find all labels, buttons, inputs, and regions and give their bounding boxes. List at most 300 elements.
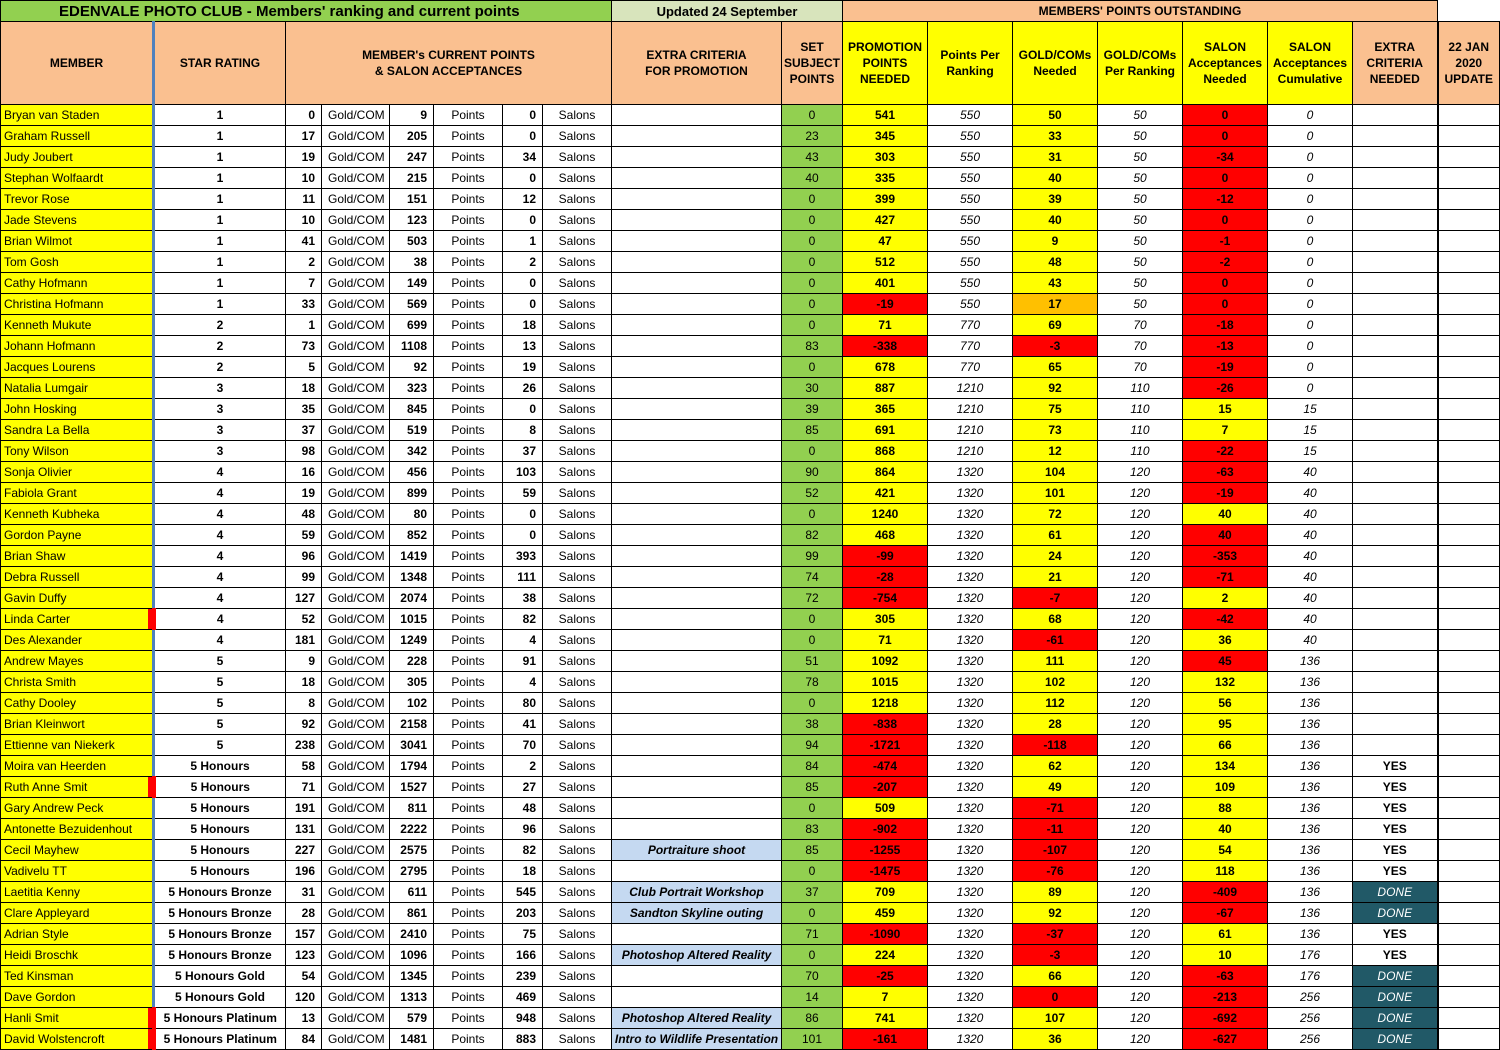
promotion-points-needed: -28 (843, 567, 928, 588)
salon-acceptances-cumulative: 40 (1268, 567, 1353, 588)
salon-acceptances-cumulative: 0 (1268, 210, 1353, 231)
table-row[interactable] (1, 252, 1500, 273)
gold-coms-per-ranking: 120 (1098, 945, 1183, 966)
gold-coms-per-ranking: 70 (1098, 357, 1183, 378)
table-row[interactable] (1, 924, 1500, 945)
table-row[interactable] (1, 777, 1500, 798)
points-label: Points (434, 483, 503, 504)
points-value: 228 (390, 651, 434, 672)
extra-criteria-needed: DONE (1353, 987, 1438, 1008)
promotion-points-needed: -207 (843, 777, 928, 798)
salons-label: Salons (543, 693, 612, 714)
gold-coms-per-ranking: 110 (1098, 399, 1183, 420)
salons-label: Salons (543, 1008, 612, 1029)
member-rows (1, 105, 1500, 1050)
points-label: Points (434, 378, 503, 399)
salon-acceptances-cumulative: 0 (1268, 168, 1353, 189)
table-row[interactable] (1, 357, 1500, 378)
gold-com-label: Gold/COM (322, 231, 390, 252)
points-value: 123 (390, 210, 434, 231)
gold-coms-needed: 68 (1013, 609, 1098, 630)
salons-label: Salons (543, 462, 612, 483)
table-row[interactable] (1, 126, 1500, 147)
promotion-points-needed: -19 (843, 294, 928, 315)
points-label: Points (434, 609, 503, 630)
jan-2020-update (1438, 294, 1500, 315)
table-row[interactable] (1, 294, 1500, 315)
star-rating: 4 (154, 630, 286, 651)
extra-criteria-needed (1353, 168, 1438, 189)
salons-value: 70 (503, 735, 543, 756)
gold-com-count: 35 (286, 399, 322, 420)
promotion-points-needed: 864 (843, 462, 928, 483)
gold-coms-per-ranking: 50 (1098, 210, 1183, 231)
jan-2020-update (1438, 483, 1500, 504)
table-row[interactable] (1, 105, 1500, 126)
extra-criteria-needed (1353, 420, 1438, 441)
jan-2020-update (1438, 105, 1500, 126)
extra-criteria-needed: DONE (1353, 1029, 1438, 1050)
salon-acceptances-needed: 0 (1183, 168, 1268, 189)
column-header-row (1, 22, 1500, 105)
points-value: 519 (390, 420, 434, 441)
set-subject-points: 38 (782, 714, 843, 735)
points-per-ranking: 550 (928, 294, 1013, 315)
gold-coms-needed: -118 (1013, 735, 1098, 756)
set-subject-points: 0 (782, 231, 843, 252)
set-subject-points: 86 (782, 1008, 843, 1029)
salons-value: 75 (503, 924, 543, 945)
gold-com-count: 8 (286, 693, 322, 714)
table-row[interactable] (1, 693, 1500, 714)
extra-criteria-needed (1353, 567, 1438, 588)
salons-label: Salons (543, 273, 612, 294)
extra-criteria-needed (1353, 525, 1438, 546)
jan-2020-update (1438, 525, 1500, 546)
extra-criteria-needed (1353, 336, 1438, 357)
gold-com-count: 10 (286, 168, 322, 189)
promotion-points-needed: 47 (843, 231, 928, 252)
col-header-gold-coms-needed: GOLD/COMs Needed (1013, 22, 1098, 105)
extra-criteria-promotion (612, 630, 782, 651)
extra-criteria-needed (1353, 378, 1438, 399)
set-subject-points: 83 (782, 819, 843, 840)
extra-criteria-promotion (612, 693, 782, 714)
star-rating: 2 (154, 336, 286, 357)
star-rating: 1 (154, 252, 286, 273)
jan-2020-update (1438, 924, 1500, 945)
member-name: Des Alexander (1, 630, 154, 651)
salon-acceptances-cumulative: 0 (1268, 294, 1353, 315)
gold-com-count: 227 (286, 840, 322, 861)
star-rating: 1 (154, 105, 286, 126)
salon-acceptances-needed: -353 (1183, 546, 1268, 567)
salon-acceptances-cumulative: 256 (1268, 1029, 1353, 1050)
gold-com-label: Gold/COM (322, 252, 390, 273)
salon-acceptances-needed: 109 (1183, 777, 1268, 798)
salon-acceptances-needed: 95 (1183, 714, 1268, 735)
extra-criteria-needed (1353, 105, 1438, 126)
gold-coms-per-ranking: 120 (1098, 798, 1183, 819)
gold-coms-needed: -61 (1013, 630, 1098, 651)
extra-criteria-needed (1353, 441, 1438, 462)
promotion-points-needed: 7 (843, 987, 928, 1008)
table-row[interactable] (1, 819, 1500, 840)
col-header-salon-acceptances-cumulative: SALON Acceptances Cumulative (1268, 22, 1353, 105)
jan-2020-update (1438, 189, 1500, 210)
table-row[interactable] (1, 798, 1500, 819)
set-subject-points: 0 (782, 609, 843, 630)
salon-acceptances-needed: 36 (1183, 630, 1268, 651)
gold-com-count: 19 (286, 483, 322, 504)
table-row[interactable] (1, 651, 1500, 672)
jan-2020-update (1438, 231, 1500, 252)
member-name: David Wolstencroft (1, 1029, 154, 1050)
table-row[interactable] (1, 735, 1500, 756)
col-header-star-rating: STAR RATING (154, 22, 286, 105)
salon-acceptances-needed: 0 (1183, 294, 1268, 315)
salon-acceptances-needed: -1 (1183, 231, 1268, 252)
salons-label: Salons (543, 651, 612, 672)
extra-criteria-promotion (612, 273, 782, 294)
set-subject-points: 99 (782, 546, 843, 567)
points-label: Points (434, 714, 503, 735)
set-subject-points: 72 (782, 588, 843, 609)
gold-coms-needed: -107 (1013, 840, 1098, 861)
table-row[interactable] (1, 903, 1500, 924)
gold-com-count: 84 (286, 1029, 322, 1050)
salons-label: Salons (543, 567, 612, 588)
table-row[interactable] (1, 336, 1500, 357)
gold-com-label: Gold/COM (322, 819, 390, 840)
table-row[interactable] (1, 861, 1500, 882)
points-value: 1348 (390, 567, 434, 588)
table-row[interactable] (1, 945, 1500, 966)
promotion-points-needed: 1218 (843, 693, 928, 714)
set-subject-points: 0 (782, 798, 843, 819)
salons-value: 0 (503, 504, 543, 525)
gold-com-label: Gold/COM (322, 903, 390, 924)
gold-com-label: Gold/COM (322, 525, 390, 546)
table-row[interactable] (1, 504, 1500, 525)
set-subject-points: 39 (782, 399, 843, 420)
member-name: Fabiola Grant (1, 483, 154, 504)
points-value: 845 (390, 399, 434, 420)
table-row[interactable] (1, 147, 1500, 168)
table-row[interactable] (1, 315, 1500, 336)
points-per-ranking: 1320 (928, 588, 1013, 609)
table-row[interactable] (1, 462, 1500, 483)
star-rating: 3 (154, 399, 286, 420)
page-title: EDENVALE PHOTO CLUB - Members' ranking and current points (1, 1, 612, 22)
salons-label: Salons (543, 924, 612, 945)
gold-com-label: Gold/COM (322, 336, 390, 357)
table-row[interactable] (1, 168, 1500, 189)
extra-criteria-needed: DONE (1353, 882, 1438, 903)
points-per-ranking: 1320 (928, 693, 1013, 714)
table-row[interactable] (1, 378, 1500, 399)
jan-2020-update (1438, 357, 1500, 378)
points-value: 579 (390, 1008, 434, 1029)
salons-value: 4 (503, 630, 543, 651)
points-label: Points (434, 315, 503, 336)
gold-coms-per-ranking: 120 (1098, 924, 1183, 945)
promotion-points-needed: 459 (843, 903, 928, 924)
extra-criteria-needed (1353, 147, 1438, 168)
table-row[interactable] (1, 609, 1500, 630)
gold-com-label: Gold/COM (322, 945, 390, 966)
table-row[interactable] (1, 399, 1500, 420)
gold-coms-needed: 89 (1013, 882, 1098, 903)
gold-coms-needed: 17 (1013, 294, 1098, 315)
extra-criteria-needed: YES (1353, 861, 1438, 882)
table-row[interactable] (1, 273, 1500, 294)
points-per-ranking: 1320 (928, 966, 1013, 987)
table-row[interactable] (1, 210, 1500, 231)
salons-value: 0 (503, 525, 543, 546)
points-value: 9 (390, 105, 434, 126)
set-subject-points: 78 (782, 672, 843, 693)
table-row[interactable] (1, 420, 1500, 441)
promotion-points-needed: 691 (843, 420, 928, 441)
gold-coms-needed: 43 (1013, 273, 1098, 294)
extra-criteria-promotion (612, 714, 782, 735)
jan-2020-update (1438, 630, 1500, 651)
jan-2020-update (1438, 903, 1500, 924)
extra-criteria-needed: DONE (1353, 966, 1438, 987)
points-per-ranking: 1320 (928, 651, 1013, 672)
gold-coms-needed: 12 (1013, 441, 1098, 462)
table-row[interactable] (1, 588, 1500, 609)
table-row[interactable] (1, 987, 1500, 1008)
salons-label: Salons (543, 336, 612, 357)
member-name: Linda Carter (1, 609, 154, 630)
points-per-ranking: 1320 (928, 735, 1013, 756)
gold-com-count: 2 (286, 252, 322, 273)
member-name: Vadivelu TT (1, 861, 154, 882)
gold-coms-per-ranking: 50 (1098, 252, 1183, 273)
points-per-ranking: 550 (928, 210, 1013, 231)
promotion-points-needed: 399 (843, 189, 928, 210)
star-rating: 3 (154, 378, 286, 399)
points-per-ranking: 550 (928, 168, 1013, 189)
gold-com-label: Gold/COM (322, 777, 390, 798)
gold-com-count: 196 (286, 861, 322, 882)
promotion-points-needed: -1475 (843, 861, 928, 882)
member-name: Heidi Broschk (1, 945, 154, 966)
table-row[interactable] (1, 714, 1500, 735)
points-per-ranking: 1320 (928, 987, 1013, 1008)
set-subject-points: 83 (782, 336, 843, 357)
points-label: Points (434, 399, 503, 420)
member-name: Graham Russell (1, 126, 154, 147)
extra-criteria-needed (1353, 672, 1438, 693)
member-name: Tony Wilson (1, 441, 154, 462)
set-subject-points: 0 (782, 105, 843, 126)
table-row[interactable] (1, 672, 1500, 693)
extra-criteria-promotion (612, 924, 782, 945)
gold-com-count: 18 (286, 378, 322, 399)
salons-label: Salons (543, 168, 612, 189)
table-row[interactable] (1, 966, 1500, 987)
salons-label: Salons (543, 1029, 612, 1050)
table-row[interactable] (1, 840, 1500, 861)
table-row[interactable] (1, 1029, 1500, 1050)
gold-com-count: 0 (286, 105, 322, 126)
star-rating: 1 (154, 231, 286, 252)
salon-acceptances-needed: -71 (1183, 567, 1268, 588)
salon-acceptances-needed: 40 (1183, 504, 1268, 525)
gold-coms-per-ranking: 110 (1098, 441, 1183, 462)
points-per-ranking: 1320 (928, 1029, 1013, 1050)
set-subject-points: 52 (782, 483, 843, 504)
table-row[interactable] (1, 525, 1500, 546)
set-subject-points: 0 (782, 945, 843, 966)
salons-value: 103 (503, 462, 543, 483)
salons-label: Salons (543, 441, 612, 462)
set-subject-points: 0 (782, 693, 843, 714)
extra-criteria-needed (1353, 189, 1438, 210)
salon-acceptances-cumulative: 40 (1268, 462, 1353, 483)
salon-acceptances-cumulative: 0 (1268, 273, 1353, 294)
salons-label: Salons (543, 756, 612, 777)
salons-label: Salons (543, 147, 612, 168)
table-row[interactable] (1, 483, 1500, 504)
table-row[interactable] (1, 546, 1500, 567)
star-rating: 3 (154, 420, 286, 441)
member-name: Brian Shaw (1, 546, 154, 567)
gold-com-count: 98 (286, 441, 322, 462)
points-label: Points (434, 126, 503, 147)
salon-acceptances-cumulative: 136 (1268, 756, 1353, 777)
salon-acceptances-needed: 132 (1183, 672, 1268, 693)
extra-criteria-needed (1353, 294, 1438, 315)
set-subject-points: 0 (782, 315, 843, 336)
points-per-ranking: 1320 (928, 777, 1013, 798)
gold-com-count: 11 (286, 189, 322, 210)
gold-coms-needed: 39 (1013, 189, 1098, 210)
gold-com-label: Gold/COM (322, 462, 390, 483)
table-row[interactable] (1, 189, 1500, 210)
gold-com-count: 37 (286, 420, 322, 441)
member-name: Cathy Dooley (1, 693, 154, 714)
extra-criteria-needed (1353, 609, 1438, 630)
points-per-ranking: 1320 (928, 525, 1013, 546)
promotion-points-needed: -1255 (843, 840, 928, 861)
star-rating: 5 Honours (154, 840, 286, 861)
points-value: 611 (390, 882, 434, 903)
salons-label: Salons (543, 945, 612, 966)
gold-coms-needed: 65 (1013, 357, 1098, 378)
points-value: 1481 (390, 1029, 434, 1050)
extra-criteria-promotion (612, 567, 782, 588)
set-subject-points: 37 (782, 882, 843, 903)
extra-criteria-promotion (612, 168, 782, 189)
star-rating: 5 Honours (154, 861, 286, 882)
table-row[interactable] (1, 630, 1500, 651)
salon-acceptances-needed: -42 (1183, 609, 1268, 630)
salons-label: Salons (543, 504, 612, 525)
star-rating: 5 Honours Gold (154, 966, 286, 987)
salons-label: Salons (543, 546, 612, 567)
salon-acceptances-needed: -13 (1183, 336, 1268, 357)
salon-acceptances-cumulative: 136 (1268, 693, 1353, 714)
jan-2020-update (1438, 546, 1500, 567)
table-row[interactable] (1, 756, 1500, 777)
star-rating: 1 (154, 168, 286, 189)
points-per-ranking: 550 (928, 105, 1013, 126)
member-name: Brian Kleinwort (1, 714, 154, 735)
salons-value: 18 (503, 861, 543, 882)
gold-coms-needed: 31 (1013, 147, 1098, 168)
points-value: 38 (390, 252, 434, 273)
table-row[interactable] (1, 882, 1500, 903)
salon-acceptances-needed: 134 (1183, 756, 1268, 777)
gold-coms-per-ranking: 70 (1098, 315, 1183, 336)
extra-criteria-promotion (612, 588, 782, 609)
salon-acceptances-cumulative: 40 (1268, 525, 1353, 546)
gold-coms-per-ranking: 120 (1098, 546, 1183, 567)
salons-value: 2 (503, 756, 543, 777)
gold-coms-per-ranking: 120 (1098, 483, 1183, 504)
points-value: 861 (390, 903, 434, 924)
extra-criteria-promotion: Club Portrait Workshop (612, 882, 782, 903)
set-subject-points: 0 (782, 861, 843, 882)
salons-value: 469 (503, 987, 543, 1008)
salons-label: Salons (543, 357, 612, 378)
points-label: Points (434, 420, 503, 441)
member-name: Sandra La Bella (1, 420, 154, 441)
promotion-points-needed: 71 (843, 630, 928, 651)
extra-criteria-needed (1353, 462, 1438, 483)
table-row[interactable] (1, 1008, 1500, 1029)
salons-label: Salons (543, 231, 612, 252)
salon-acceptances-needed: 10 (1183, 945, 1268, 966)
table-row[interactable] (1, 231, 1500, 252)
points-value: 151 (390, 189, 434, 210)
gold-coms-per-ranking: 120 (1098, 966, 1183, 987)
gold-coms-needed: 40 (1013, 210, 1098, 231)
points-per-ranking: 1210 (928, 441, 1013, 462)
set-subject-points: 0 (782, 252, 843, 273)
points-per-ranking: 1320 (928, 546, 1013, 567)
set-subject-points: 101 (782, 1029, 843, 1050)
points-label: Points (434, 294, 503, 315)
salons-value: 166 (503, 945, 543, 966)
salon-acceptances-needed: -19 (1183, 483, 1268, 504)
gold-com-label: Gold/COM (322, 882, 390, 903)
extra-criteria-promotion (612, 105, 782, 126)
salons-value: 37 (503, 441, 543, 462)
salons-value: 59 (503, 483, 543, 504)
extra-criteria-promotion (612, 420, 782, 441)
table-row[interactable] (1, 567, 1500, 588)
star-rating: 4 (154, 462, 286, 483)
points-per-ranking: 770 (928, 315, 1013, 336)
salon-acceptances-needed: 0 (1183, 210, 1268, 231)
extra-criteria-promotion: Portraiture shoot (612, 840, 782, 861)
gold-coms-needed: -71 (1013, 798, 1098, 819)
star-rating: 2 (154, 315, 286, 336)
gold-coms-needed: -7 (1013, 588, 1098, 609)
salon-acceptances-cumulative: 40 (1268, 588, 1353, 609)
extra-criteria-promotion (612, 147, 782, 168)
table-row[interactable] (1, 441, 1500, 462)
gold-coms-per-ranking: 120 (1098, 1029, 1183, 1050)
salon-acceptances-needed: 56 (1183, 693, 1268, 714)
extra-criteria-needed (1353, 504, 1438, 525)
salon-acceptances-needed: 0 (1183, 126, 1268, 147)
